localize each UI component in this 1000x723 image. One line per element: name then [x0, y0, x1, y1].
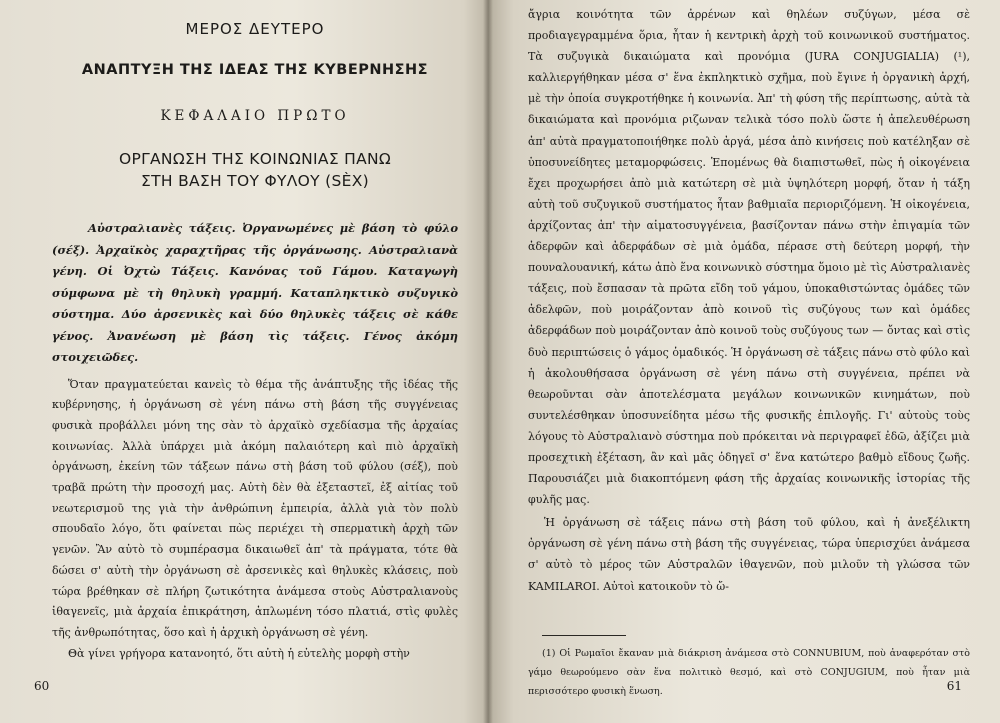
part-title: ΜΕΡΟΣ ΔΕΥΤΕΡΟ: [185, 20, 325, 38]
page-number-right: 61: [946, 679, 962, 693]
left-page: [0, 0, 488, 723]
book-gutter: [483, 0, 493, 723]
left-paragraph-2: Θὰ γίνει γρήγορα κατανοητό, ὅτι αὐτὴ ἡ εὐτελὴς μορφὴ στὴν: [68, 646, 410, 660]
footnote-divider: [542, 635, 626, 636]
chapter-title: ΚΕΦΑΛΑΙΟ ΠΡΩΤΟ: [160, 108, 350, 124]
chapter-summary: Αὐστραλιανὲς τάξεις. Ὀργανωμένες μὲ βάση τὸ φύλο (σέξ). Ἀρχαϊκὸς χαραχτῆρας τῆς ὀργάνωσης. Αὐστραλιανὰ γένη. Οἱ Ὀχτὼ Τάξεις. Κανόνας τοῦ Γάμου. Καταγωγὴ σύμφωνα μὲ τὴ θηλυκὴ γραμμή. Καταπληκτικὸ συζυγικὸ σύστημα. Δύο ἀρσενικὲς καὶ δύο θηλυκὲς τάξεις σὲ κάθε γένος. Ἀνανέωση μὲ βάση τὶς τάξεις. Γένος ἀκόμη στοιχειῶδες.: [52, 221, 458, 364]
book-title: ΑΝΑΠΤΥΞΗ ΤΗΣ ΙΔΕΑΣ ΤΗΣ ΚΥΒΕΡΝΗΣΗΣ: [81, 62, 429, 78]
section-title-line1: ΟΡΓΑΝΩΣΗ ΤΗΣ ΚΟΙΝΩΝΙΑΣ ΠΑΝΩ: [118, 150, 392, 168]
section-title: [52, 148, 458, 192]
right-page: [488, 0, 1000, 723]
left-paragraph-1: Ὅταν πραγματεύεται κανεὶς τὸ θέμα τῆς ἀνάπτυξης τῆς ἰδέας τῆς κυβέρνησης, ἡ ὀργάνωση σὲ γένη πάνω στὴ βάση τῆς συγγένειας φυσικὰ προβάλλει μόνη της σὰν τὸ ἀρχαϊκὸ σχεδίασμα τῆς ἀρχαίας κοινωνίας. Ἀλλὰ ὑπάρχει μιὰ ἀκόμη παλαιότερη καὶ πιὸ ἀρχαϊκὴ ὀργάνωση, ἐκείνη τῶν τάξεων πάνω στὴ βάση τοῦ φύλου (σέξ), ποὺ τραβᾶ πρώτη τὴν προσοχή μας. Αὐτὴ δὲν θὰ ἐξεταστεῖ, ἐξ αἰτίας τοῦ νεωτερισμοῦ της γιὰ τὴν ἀνθρώπινη ἐμπειρία, ἀλλὰ γιὰ τὸν πολὺ σπουδαῖο λόγο, ὅτι φαίνεται πὼς περιέχει τὴ σπερματικὴ ἀρχὴ τῶν γενῶν. Ἂν αὐτὸ τὸ συμπέρασμα δικαιωθεῖ ἀπ' τὰ πράγματα, τότε θὰ δώσει σ' αὐτὴ τὴν ὀργάνωση σὲ ἀρσενικὲς καὶ θηλυκὲς κλάσεις, ποὺ τώρα βρέθηκαν σὲ πλήρη ζωτικότητα ἀνάμεσα στοὺς Αὐστραλιανοὺς ἰθαγενεῖς, μιὰ ἀρχαία ἐπικράτηση, ἁπλωμένη τόσο πλατιά, στὶς φυλὲς τῆς ἀνθρωπότητας, ὅσο καὶ ἡ ἀρχικὴ ὀργάνωση σὲ γένη.: [52, 377, 458, 639]
page-number-left: 60: [34, 679, 50, 693]
section-title-line2: ΣΤΗ ΒΑΣΗ ΤΟΥ ΦΥΛΟΥ (SÈX): [141, 172, 369, 190]
right-paragraph-1: ἄγρια κοινότητα τῶν ἀρρένων καὶ θηλέων συζύγων, μέσα σὲ προδιαγεγραμμένα ὅρια, ἦταν ἡ κεντρικὴ ἀρχὴ τοῦ κοινωνικοῦ συστήματος. Τὰ συζυγικὰ δικαιώματα καὶ προνόμια (JURA CONJUGIALIA) (¹), καλλιεργήθηκαν μέσα σ' ἕνα ἐκπληκτικὸ σχῆμα, ποὺ ἔγινε ἡ ὀργανικὴ ἀρχή, μὲ τὴν ὁποία συγκροτήθηκε ἡ κοινωνία. Ἀπ' τὴ φύση τῆς περίπτωσης, αὐτὰ τὰ δικαιώματα καὶ προνόμια ριζωναν τελικὰ τόσο πολὺ ὥστε ἡ ἀπελευθέρωση ἀπ' αὐτὰ πραγματοποιήθηκε πολὺ ἀργά, μέσα ἀπὸ κινήσεις ποὺ κατέληξαν σὲ ὑποσυνείδητες μεταμορφώσεις. Ἑπομένως θὰ διαπιστωθεῖ, πὼς ἡ οἰκογένεια ἔχει προχωρήσει ἀπὸ μιὰ κατώτερη σὲ μιὰ ὑψηλότερη μορφή, ὅταν ἡ τάξη αὐτὴ τοῦ συζυγικοῦ συστήματος ἦταν βαθμιαῖα περιοριζόμενη. Ἡ οἰκογένεια, ἀρχίζοντας ἀπ' τὴν αἱματοσυγγένεια, βασίζονταν πάνω στὴν ἐπιγαμία τῶν ἀδερφῶν καὶ ἀδερφάδων σὲ μιὰ ὁμάδα, πέρασε στὴ δεύτερη μορφή, τὴν πουναλουανική, κάτω ἀπὸ ἕνα κοινωνικὸ σύστημα ὅμοιο μὲ τὶς Αὐστραλιανὲς τάξεις, ποὺ ἔσπασαν τὰ πρῶτα εἴδη τοῦ γάμου, ὑποκαθιστώντας ὁμάδες τῶν ἀδελφῶν, ποὺ μοιράζονταν ἀπὸ κοινοῦ τὶς συζύγους των καὶ ὁμάδες ἀδερφάδων ποὺ μοιράζονταν ἀπὸ κοινοῦ τοὺς συζύγους των — ὄντας καὶ στὶς δυὸ περιπτώσεις ὁ γάμος ὁμαδικός. Ἡ ὀργάνωση σὲ τάξεις πάνω στὸ φύλο καὶ ἡ ἀκολουθήσασα ὀργάνωση σὲ γένη πάνω στὴ συγγένεια, πρέπει νὰ θεωροῦνται σὰν ἀποτελέσματα μεγάλων κοινωνικῶν κινημάτων, ποὺ συντελέσθηκαν ὑποσυνείδητα μέσω τῆς φυσικῆς ἐπιλογῆς. Γι' αὐτοὺς τοὺς λόγους τὸ Αὐστραλιανὸ σύστημα ποὺ πρόκειται νὰ περιγραφεῖ ἐδῶ, ἀξίζει μιὰ προσεχτικὴ ἐξέταση, ἂν καὶ μᾶς ὁδηγεῖ σ' ἕνα κατώτερο βαθμὸ εἴδους ζωῆς. Παρουσιάζει μιὰ διακοπτόμενη φάση τῆς ἀρχαίας κοινωνικῆς ἱστορίας τῆς φυλῆς μας.: [528, 8, 970, 507]
right-paragraph-2: Ἡ ὀργάνωση σὲ τάξεις πάνω στὴ βάση τοῦ φύλου, καὶ ἡ ἀνεξέλικτη ὀργάνωση σὲ γένη πάνω στὴ βάση τῆς συγγένειας, τώρα ὑπερισχύει ἀνάμεσα σ' αὐτὸ τὸ μέρος τῶν Αὐστραλῶν ἰθαγενῶν, ποὺ μιλοῦν τὴ γλώσσα τῶν KAMILAROI. Αὐτοὶ κατοικοῦν τὸ ὤ-: [528, 516, 970, 593]
footnote: (1) Οἱ Ρωμαῖοι ἔκαναν μιὰ διάκριση ἀνάμεσα στὸ CONNUBIUM, ποὺ ἀναφερόταν στὸ γάμο θεωρούμενο σὰν ἕνα πολιτικὸ θεσμό, καὶ στὸ CONJUGIUM, ποὺ ἦταν μιὰ περισσότερο φυσικὴ ἕνωση.: [528, 647, 970, 697]
